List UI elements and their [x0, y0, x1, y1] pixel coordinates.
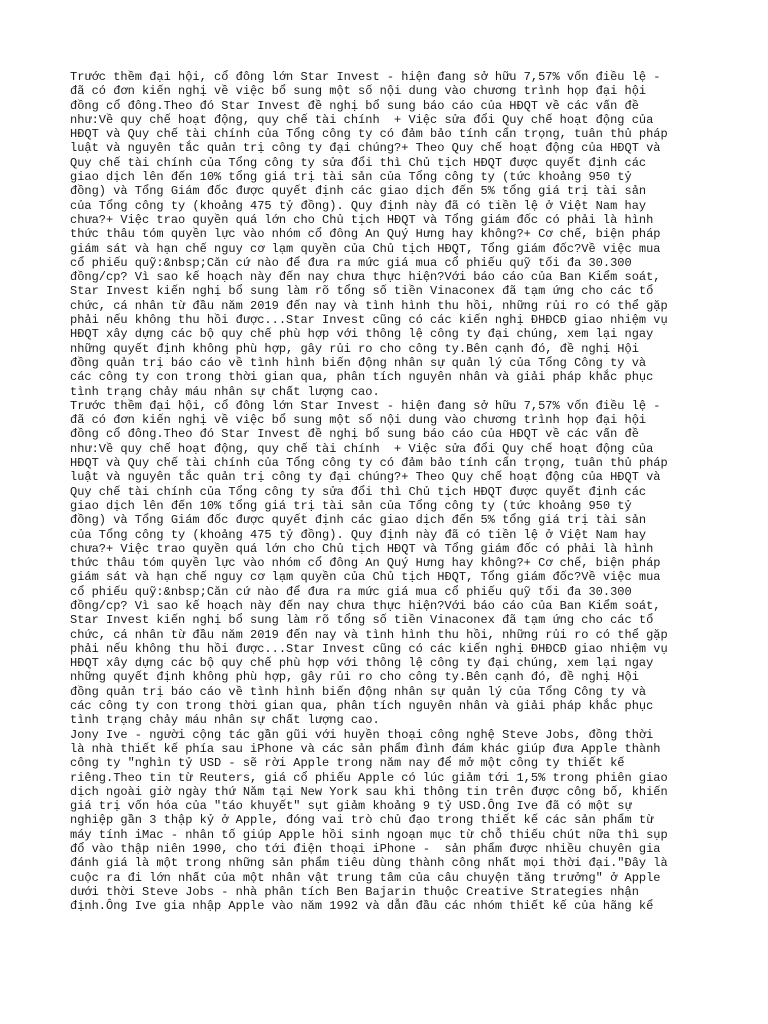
paragraph-jony-ive: Jony Ive - người cộng tác gần gũi với huyền thoại công nghệ Steve Jobs, đồng thời là nhà thiết kế phía sau iPhone và các sản phẩm đình đám khác giúp đưa Apple thành công ty "nghìn tỷ USD - sẽ rời Apple trong năm nay để mở một công ty thiết kế riêng.Theo tin từ Reuters, giá cổ phiếu Apple có lúc giảm tới 1,5% trong phiên giao dịch ngoài giờ ngày thứ Năm tại New York sau khi thông tin trên được công bố, khiến giá trị vốn hóa của "táo khuyết" sụt giảm khoảng 9 tỷ USD.Ông Ive đã có một sự nghiệp gần 3 thập kỷ ở Apple, đóng vai trò chủ đạo trong thiết kế các sản phẩm từ máy tính iMac - nhân tố giúp Apple hồi sinh ngoạn mục từ chỗ thiếu chút nữa thì sụp đổ vào thập niên 1990, cho tới điện thoại iPhone - sản phẩm được nhiều chuyên gia đánh giá là một trong những sản phẩm tiêu dùng thành công nhất mọi thời đại."Đây là cuộc ra đi lớn nhất của một nhân vật trung tâm của câu chuyện tăng trưởng" ở Apple dưới thời Steve Jobs - nhà phân tích Ben Bajarin thuộc Creative Strategies nhận định.Ông Ive gia nhập Apple vào năm 1992 và dẫn đầu các nhóm thiết kế của hãng kể: [70, 727, 668, 914]
document-page: [70, 70, 700, 914]
paragraph-star-invest-1: Trước thềm đại hội, cổ đông lớn Star Invest - hiện đang sở hữu 7,57% vốn điều lệ - đã có đơn kiến nghị về việc bổ sung một số nội dung vào chương trình họp đại hội đồng cổ đông.Theo đó Star Invest đề nghị bổ sung báo cáo của HĐQT về các vấn đề như:Về quy chế hoạt động, quy chế tài chính + Việc sửa đổi Quy chế hoạt động của HĐQT và Quy chế tài chính của Tổng công ty có đảm bảo tính cẩn trọng, tuân thủ pháp luật và nguyên tắc quản trị công ty đại chúng?+ Theo Quy chế hoạt động của HĐQT và Quy chế tài chính của Tổng công ty sửa đổi thì Chủ tịch HĐQT được quyết định các giao dịch lên đến 10% tổng giá trị tài sản của Tổng công ty (tức khoảng 950 tỷ đồng) và Tổng Giám đốc được quyết định các giao dịch đến 5% tổng giá trị tài sản của Tổng công ty (khoảng 475 tỷ đồng). Quy định này đã có tiền lệ ở Việt Nam hay chưa?+ Việc trao quyền quá lớn cho Chủ tịch HĐQT và Tổng giám đốc có phải là hình thức thâu tóm quyền lực vào nhóm cổ đông An Quý Hưng hay không?+ Cơ chế, biện pháp giám sát và hạn chế nguy cơ lạm quyền của Chủ tịch HĐQT, Tổng giám đốc?Về việc mua cổ phiếu quỹ:&nbsp;Căn cứ nào để đưa ra mức giá mua cổ phiếu quỹ tối đa 30.300 đồng/cp? Vì sao kế hoạch này đến nay chưa thực hiện?Với báo cáo của Ban Kiểm soát, Star Invest kiến nghị bổ sung làm rõ tổng số tiền Vinaconex đã tạm ứng cho các tổ chức, cá nhân từ đầu năm 2019 đến nay và tình hình thu hồi, những rủi ro có thể gặp phải nếu không thu hồi được...Star Invest cũng có các kiến nghị ĐHĐCĐ giao nhiệm vụ HĐQT xây dựng các bộ quy chế phù hợp với thông lệ công ty đại chúng, xem lại ngay những quyết định không phù hợp, gây rủi ro cho công ty.Bên cạnh đó, đề nghị Hội đồng quản trị báo cáo về tình hình biến động nhân sự quản lý của Tổng Công ty và các công ty con trong thời gian qua, phân tích nguyên nhân và giải pháp khắc phục tình trạng chảy máu nhân sự chất lượng cao.: [70, 70, 668, 399]
paragraph-star-invest-2: Trước thềm đại hội, cổ đông lớn Star Invest - hiện đang sở hữu 7,57% vốn điều lệ - đã có đơn kiến nghị về việc bổ sung một số nội dung vào chương trình họp đại hội đồng cổ đông.Theo đó Star Invest đề nghị bổ sung báo cáo của HĐQT về các vấn đề như:Về quy chế hoạt động, quy chế tài chính + Việc sửa đổi Quy chế hoạt động của HĐQT và Quy chế tài chính của Tổng công ty có đảm bảo tính cẩn trọng, tuân thủ pháp luật và nguyên tắc quản trị công ty đại chúng?+ Theo Quy chế hoạt động của HĐQT và Quy chế tài chính của Tổng công ty sửa đổi thì Chủ tịch HĐQT được quyết định các giao dịch lên đến 10% tổng giá trị tài sản của Tổng công ty (tức khoảng 950 tỷ đồng) và Tổng Giám đốc được quyết định các giao dịch đến 5% tổng giá trị tài sản của Tổng công ty (khoảng 475 tỷ đồng). Quy định này đã có tiền lệ ở Việt Nam hay chưa?+ Việc trao quyền quá lớn cho Chủ tịch HĐQT và Tổng giám đốc có phải là hình thức thâu tóm quyền lực vào nhóm cổ đông An Quý Hưng hay không?+ Cơ chế, biện pháp giám sát và hạn chế nguy cơ lạm quyền của Chủ tịch HĐQT, Tổng giám đốc?Về việc mua cổ phiếu quỹ:&nbsp;Căn cứ nào để đưa ra mức giá mua cổ phiếu quỹ tối đa 30.300 đồng/cp? Vì sao kế hoạch này đến nay chưa thực hiện?Với báo cáo của Ban Kiểm soát, Star Invest kiến nghị bổ sung làm rõ tổng số tiền Vinaconex đã tạm ứng cho các tổ chức, cá nhân từ đầu năm 2019 đến nay và tình hình thu hồi, những rủi ro có thể gặp phải nếu không thu hồi được...Star Invest cũng có các kiến nghị ĐHĐCĐ giao nhiệm vụ HĐQT xây dựng các bộ quy chế phù hợp với thông lệ công ty đại chúng, xem lại ngay những quyết định không phù hợp, gây rủi ro cho công ty.Bên cạnh đó, đề nghị Hội đồng quản trị báo cáo về tình hình biến động nhân sự quản lý của Tổng Công ty và các công ty con trong thời gian qua, phân tích nguyên nhân và giải pháp khắc phục tình trạng chảy máu nhân sự chất lượng cao.: [70, 398, 668, 728]
